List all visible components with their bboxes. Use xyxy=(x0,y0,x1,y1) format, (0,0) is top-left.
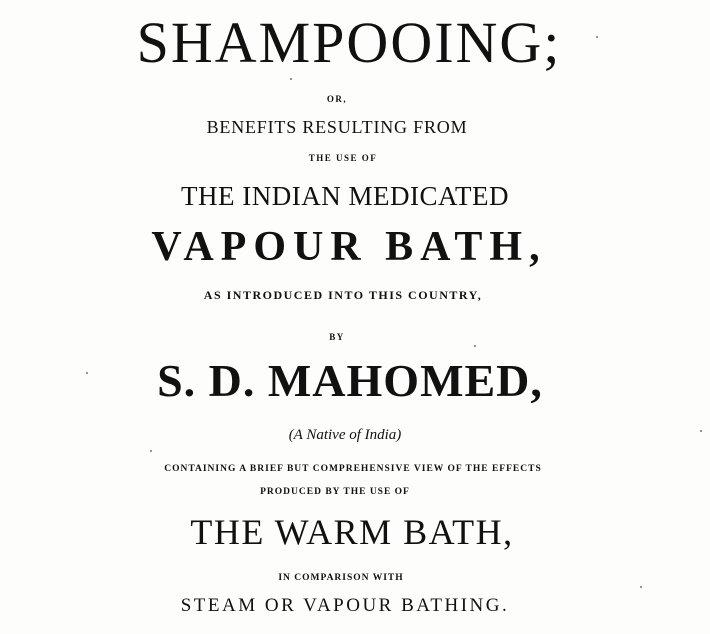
produced-line: PRODUCED BY THE USE OF xyxy=(260,487,410,497)
indian-medicated-line: THE INDIAN MEDICATED xyxy=(181,181,509,211)
paper-speck xyxy=(596,36,598,38)
paper-speck xyxy=(474,345,476,347)
by-line: BY xyxy=(329,332,345,342)
author-origin: (A Native of India) xyxy=(288,427,402,443)
the-use-of-line: THE USE OF xyxy=(308,153,378,163)
vapour-bath-line: VAPOUR BATH, xyxy=(151,224,547,270)
paper-speck xyxy=(86,372,88,374)
warm-bath-line: THE WARM BATH, xyxy=(190,512,514,552)
paper-speck xyxy=(700,430,702,432)
paper-speck xyxy=(640,586,642,588)
paper-speck xyxy=(290,78,292,80)
comparison-line: IN COMPARISON WITH xyxy=(278,573,404,583)
author-name: S. D. MAHOMED, xyxy=(157,355,543,406)
main-title: SHAMPOOING; xyxy=(136,10,562,75)
paper-speck xyxy=(150,450,152,452)
benefits-line: BENEFITS RESULTING FROM xyxy=(206,117,468,137)
as-introduced-line: AS INTRODUCED INTO THIS COUNTRY, xyxy=(203,288,483,302)
containing-line: CONTAINING A BRIEF BUT COMPREHENSIVE VIEW OF THE EFFECTS xyxy=(164,464,542,474)
or-line: OR, xyxy=(326,94,348,104)
steam-line: STEAM OR VAPOUR BATHING. xyxy=(180,595,510,616)
